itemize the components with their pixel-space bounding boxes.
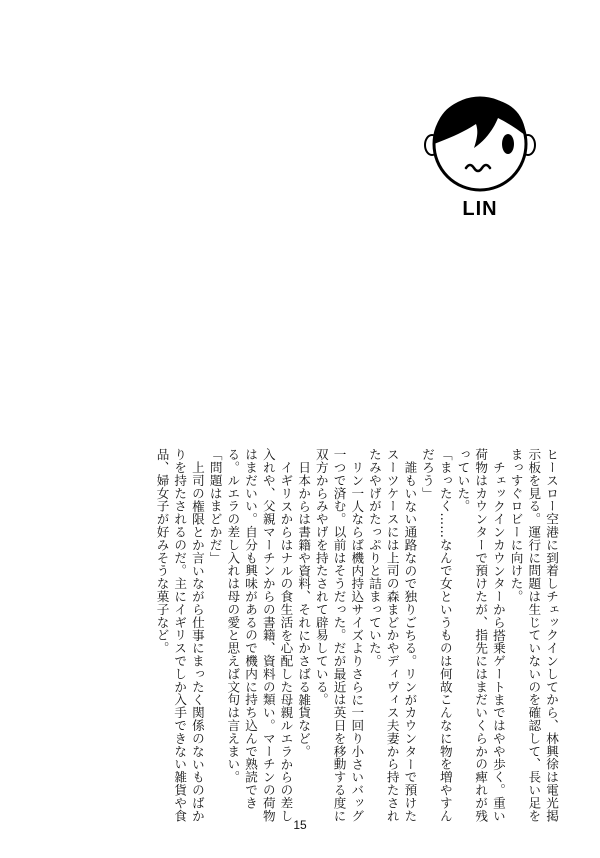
paragraph: イギリスからはナルの食生活を心配した母親ルエラからの差し入れや、父親マーチンからの書籍、資料の類い。マーチンの荷物はまだいい。自分も興味があるので機内に持ち込んで熟読できる。ルエラの差し入れは母の愛と思えば文句は言えまい。 [225,448,294,823]
paragraph: 誰もいない通路なので独りごちる。リンがカウンターで預けたスーツケースには上司の森まどかやディヴィス夫妻から持たされたみやげがたっぷりと詰まっていた。 [366,448,418,823]
paragraph: 日本からは書籍や資料、それにかさばる雑貨など。 [296,460,312,758]
paragraph: チェックインカウンターから搭乗ゲートまではやや歩く。重い荷物はカウンターで預けたが、指先にはまだいくらかの痺れが残っていた。 [455,448,506,823]
paragraph: リン一人ならば機内持込サイズよりさらに一回り小さいバッグ一つで済む。以前はそうだった。だが最近は英日を移動する度に双方からみやげを持たされて辟易している。 [313,448,365,823]
dialogue-line: 「まったく……なんで女というものは何故こんなに物を増やすんだろう」 [420,448,453,823]
character-face-icon [420,88,540,198]
character-logo [420,88,540,228]
page-number: 15 [293,818,307,832]
paragraph: ヒースロー空港に到着しチェックインしてから、林興徐は電光掲示板を見る。運行に問題は生じていないのを確認して、長い足をまっすぐロビーに向けた。 [508,448,559,823]
logo-label: LIN [462,198,498,220]
paragraph: 上司の権限とか言いながら仕事にまったく関係のないものばかりを持たされるのだ。主にイギリスでしか入手できない雑貨や食品、婦女子が好みそうな菓子など。 [154,448,205,823]
novel-body-text [40,448,560,826]
dialogue-line: 「問題はまどかだ」 [207,448,223,565]
